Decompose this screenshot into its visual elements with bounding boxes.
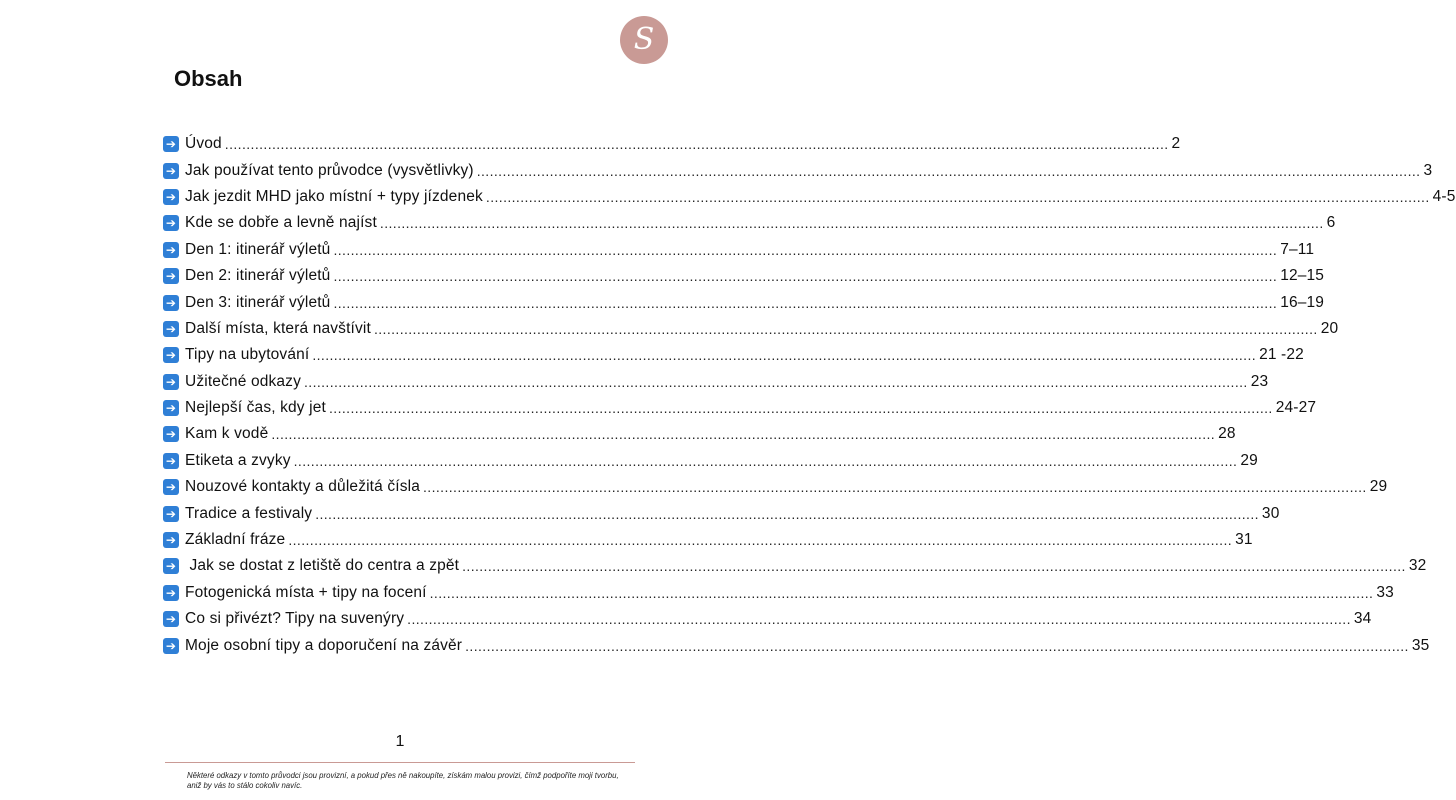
toc-entry[interactable] (163, 448, 1258, 474)
dot-leader: ............................................................................................................................................................................................................................ (379, 215, 1324, 232)
toc-entry-label: Jak jezdit MHD jako místní + typy jízdenek (185, 187, 483, 205)
dot-leader: ............................................................................................................................................................................................................................ (271, 426, 1216, 443)
toc-entry[interactable] (163, 184, 1456, 210)
toc-entry[interactable] (163, 237, 1315, 263)
toc-entry-label: Den 1: itinerář výletů (185, 240, 331, 258)
right-arrow-icon: ➔ (163, 136, 179, 152)
toc-entry-label: Co si přivézt? Tipy na suvenýry (185, 610, 405, 628)
toc-entry-label: Tradice a festivaly (185, 504, 313, 522)
right-arrow-icon: ➔ (163, 347, 179, 363)
toc-entry[interactable] (163, 606, 1372, 632)
right-arrow-icon: ➔ (163, 321, 179, 337)
right-arrow-icon: ➔ (163, 532, 179, 548)
toc-entry[interactable] (163, 289, 1325, 315)
right-arrow-icon: ➔ (163, 426, 179, 442)
right-arrow-icon: ➔ (163, 506, 179, 522)
toc-entry-page: 6 (1326, 214, 1336, 232)
right-arrow-icon: ➔ (163, 215, 179, 231)
toc-entry-label: Základní fráze (185, 531, 286, 549)
toc-entry-label: Moje osobní tipy a doporučení na závěr (185, 636, 463, 654)
toc-entry[interactable] (163, 369, 1269, 395)
dot-leader: ............................................................................................................................................................................................................................ (373, 320, 1318, 337)
dot-leader: ............................................................................................................................................................................................................................ (462, 558, 1406, 575)
toc-entry[interactable] (163, 553, 1427, 579)
toc-entry[interactable] (163, 421, 1236, 447)
toc-entry[interactable] (163, 157, 1433, 183)
toc-entry-page: 16–19 (1280, 293, 1325, 311)
toc-entry-page: 34 (1353, 610, 1372, 628)
toc-entry-page: 4-5 (1432, 187, 1456, 205)
right-arrow-icon: ➔ (163, 400, 179, 416)
toc-entry-page: 12–15 (1280, 267, 1325, 285)
toc-entry-label: Kam k vodě (185, 425, 269, 443)
logo-badge (620, 16, 668, 64)
dot-leader: ............................................................................................................................................................................................................................ (293, 452, 1238, 469)
right-arrow-icon: ➔ (163, 479, 179, 495)
toc-entry-page: 28 (1218, 425, 1236, 443)
toc-entry-label: Úvod (185, 135, 222, 153)
toc-entry-page: 29 (1369, 478, 1388, 496)
toc-entry[interactable] (163, 527, 1253, 553)
right-arrow-icon: ➔ (163, 374, 179, 390)
toc-entry-label: Kde se dobře a levně najíst (185, 214, 377, 232)
dot-leader: ............................................................................................................................................................................................................................ (465, 637, 1409, 654)
toc-entry-label: Etiketa a zvyky (185, 451, 291, 469)
right-arrow-icon: ➔ (163, 295, 179, 311)
toc-entry[interactable] (163, 342, 1304, 368)
right-arrow-icon: ➔ (163, 558, 179, 574)
toc-entry-label: Fotogenická místa + tipy na focení (185, 583, 427, 601)
toc-entry-label: Užitečné odkazy (185, 372, 301, 390)
toc-entry[interactable] (163, 580, 1394, 606)
dot-leader: ............................................................................................................................................................................................................................ (315, 505, 1259, 522)
toc-entry-page: 31 (1235, 531, 1253, 549)
table-of-contents (163, 131, 1456, 659)
toc-entry-page: 35 (1411, 636, 1430, 654)
toc-entry-page: 23 (1250, 372, 1269, 390)
page-number: 1 (395, 733, 405, 750)
right-arrow-icon: ➔ (163, 585, 179, 601)
toc-entry[interactable] (163, 210, 1336, 236)
right-arrow-icon: ➔ (163, 268, 179, 284)
dot-leader: ............................................................................................................................................................................................................................ (333, 268, 1278, 285)
right-arrow-icon: ➔ (163, 611, 179, 627)
dot-leader: ............................................................................................................................................................................................................................ (333, 294, 1278, 311)
right-arrow-icon: ➔ (163, 189, 179, 205)
dot-leader: ............................................................................................................................................................................................................................ (224, 136, 1169, 153)
logo-letter: S (633, 22, 655, 57)
toc-entry[interactable] (163, 316, 1339, 342)
dot-leader: ............................................................................................................................................................................................................................ (312, 347, 1257, 364)
right-arrow-icon: ➔ (163, 163, 179, 179)
right-arrow-icon: ➔ (163, 453, 179, 469)
toc-entry-page: 32 (1408, 557, 1427, 575)
right-arrow-icon: ➔ (163, 242, 179, 258)
toc-entry-page: 20 (1320, 319, 1339, 337)
toc-entry-label: Jak se dostat z letiště do centra a zpět (185, 557, 460, 575)
toc-entry-label: Den 3: itinerář výletů (185, 293, 331, 311)
toc-entry-page: 30 (1261, 504, 1280, 522)
footer-divider (165, 762, 635, 763)
toc-entry[interactable] (163, 131, 1181, 157)
toc-entry-label: Další místa, která navštívit (185, 319, 371, 337)
toc-entry[interactable] (163, 474, 1388, 500)
dot-leader: ............................................................................................................................................................................................................................ (407, 611, 1351, 628)
toc-entry-page: 21 -22 (1259, 346, 1304, 364)
toc-entry-page: 24-27 (1275, 399, 1317, 417)
dot-leader: ............................................................................................................................................................................................................................ (485, 188, 1430, 205)
toc-entry-label: Den 2: itinerář výletů (185, 267, 331, 285)
toc-entry-label: Tipy na ubytování (185, 346, 310, 364)
dot-leader: ............................................................................................................................................................................................................................ (303, 373, 1248, 390)
toc-entry[interactable] (163, 632, 1430, 658)
dot-leader: ............................................................................................................................................................................................................................ (476, 162, 1421, 179)
dot-leader: ............................................................................................................................................................................................................................ (288, 532, 1233, 549)
toc-entry[interactable] (163, 263, 1325, 289)
dot-leader: ............................................................................................................................................................................................................................ (429, 584, 1374, 601)
toc-entry-page: 33 (1376, 583, 1394, 601)
right-arrow-icon: ➔ (163, 638, 179, 654)
toc-entry-page: 2 (1171, 135, 1181, 153)
footer-note: Některé odkazy v tomto průvodci jsou provizní, a pokud přes ně nakoupíte, získám malou provizi, čímž podpoříte moji tvorbu, aniž by vás to stálo cokoliv navíc. (187, 771, 619, 790)
toc-entry-label: Nejlepší čas, kdy jet (185, 399, 326, 417)
toc-entry-page: 29 (1240, 451, 1258, 469)
toc-entry-page: 7–11 (1280, 240, 1315, 258)
dot-leader: ............................................................................................................................................................................................................................ (329, 400, 1273, 417)
toc-entry-label: Nouzové kontakty a důležitá čísla (185, 478, 420, 496)
toc-entry-label: Jak používat tento průvodce (vysvětlivky) (185, 161, 474, 179)
page-title: Obsah (174, 66, 243, 91)
toc-entry[interactable] (163, 395, 1317, 421)
toc-entry-page: 3 (1423, 161, 1433, 179)
toc-entry[interactable] (163, 500, 1280, 526)
dot-leader: ............................................................................................................................................................................................................................ (333, 241, 1278, 258)
dot-leader: ............................................................................................................................................................................................................................ (423, 479, 1367, 496)
